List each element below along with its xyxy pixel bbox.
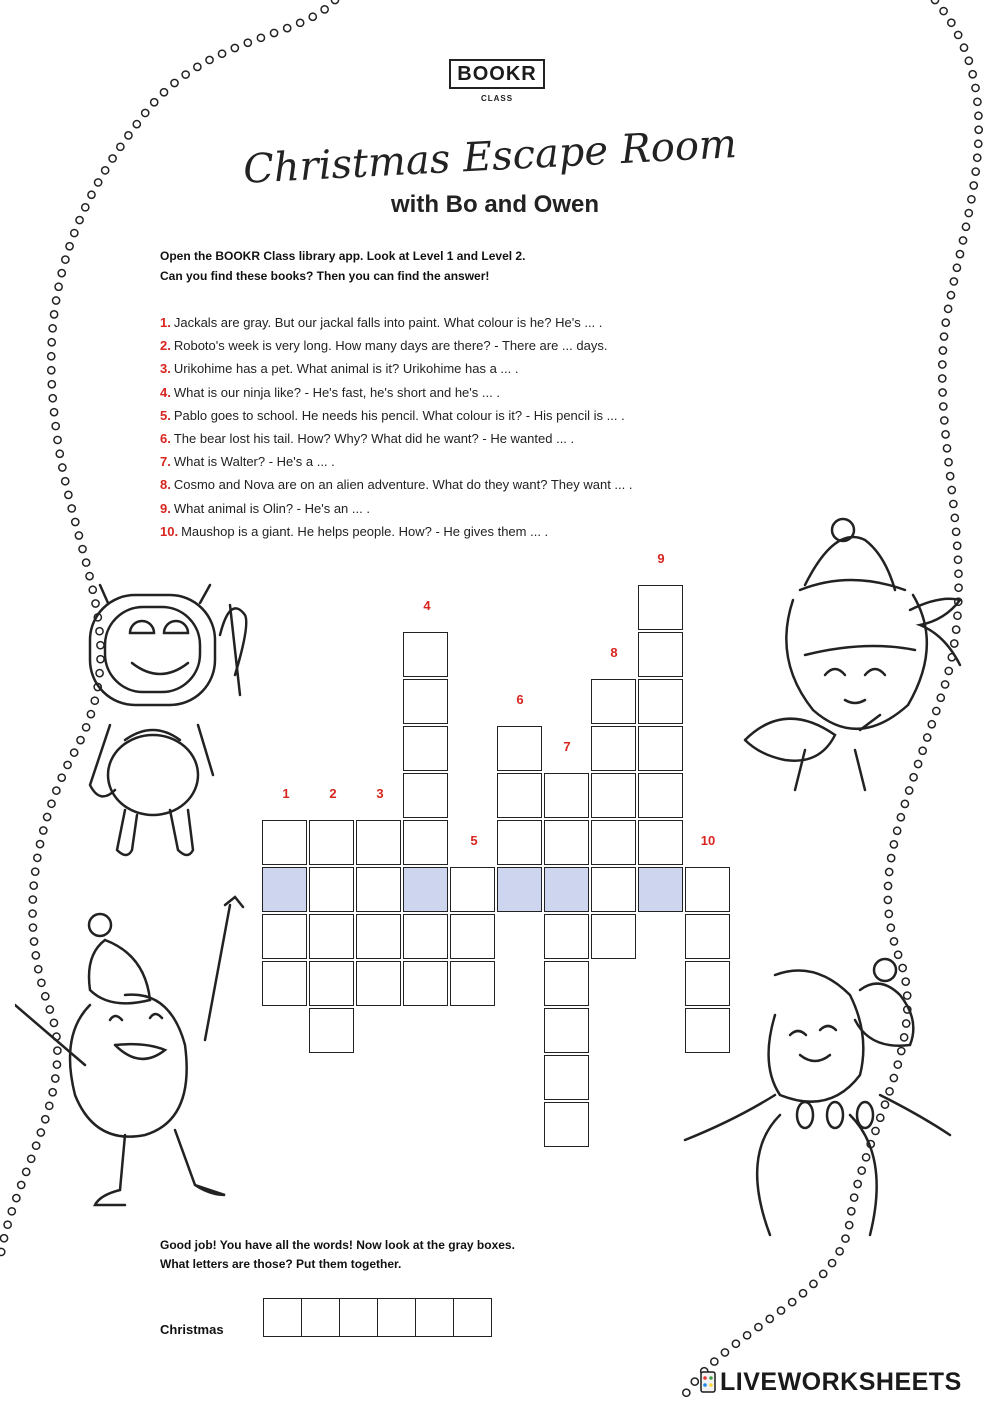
crossword-cell[interactable] [544, 1055, 589, 1100]
clue-number: 4. [160, 384, 171, 400]
crossword-cell[interactable] [685, 867, 730, 912]
crossword-cell[interactable] [591, 679, 636, 724]
liveworksheets-logo-icon [700, 1370, 716, 1394]
crossword-cell[interactable] [309, 961, 354, 1006]
answer-label: Christmas [160, 1322, 224, 1337]
crossword-cell[interactable] [638, 773, 683, 818]
clue-item [160, 334, 632, 357]
answer-box[interactable] [377, 1298, 416, 1337]
crossword-number: 2 [329, 786, 337, 801]
crossword-cell[interactable] [403, 867, 448, 912]
clue-text: What is Walter? - He's a ... . [173, 454, 335, 470]
clue-text: Roboto's week is very long. How many days are there? - There are ... days. [173, 338, 608, 354]
clue-text: Cosmo and Nova are on an alien adventure. What do they want? They want ... . [173, 477, 633, 493]
crossword-cell[interactable] [262, 820, 307, 865]
clue-item [160, 497, 632, 520]
bookr-logo-subtext: CLASS [480, 94, 514, 103]
crossword-cell[interactable] [309, 914, 354, 959]
crossword-cell[interactable] [685, 914, 730, 959]
crossword-number: 10 [700, 833, 716, 848]
crossword-cell[interactable] [497, 867, 542, 912]
crossword-cell[interactable] [544, 773, 589, 818]
crossword-cell[interactable] [638, 585, 683, 630]
answer-box[interactable] [263, 1298, 302, 1337]
clue-text: Urikohime has a pet. What animal is it? Urikohime has a ... . [173, 361, 519, 377]
liveworksheets-watermark [700, 1368, 962, 1397]
crossword-cell[interactable] [450, 914, 495, 959]
crossword-cell[interactable] [638, 820, 683, 865]
clue-text: Jackals are gray. But our jackal falls into paint. What colour is he? He's ... . [173, 315, 603, 330]
crossword-cell[interactable] [544, 1102, 589, 1147]
crossword-cell[interactable] [544, 867, 589, 912]
answer-boxes [263, 1298, 491, 1337]
crossword-cell[interactable] [403, 914, 448, 959]
crossword-cell[interactable] [403, 961, 448, 1006]
crossword-cell[interactable] [497, 726, 542, 771]
clue-item [160, 450, 632, 473]
clue-text: Pablo goes to school. He needs his pencil. What colour is it? - His pencil is ... . [173, 407, 625, 423]
crossword-cell[interactable] [591, 773, 636, 818]
crossword-cell[interactable] [544, 961, 589, 1006]
answer-box[interactable] [301, 1298, 340, 1337]
clue-text: The bear lost his tail. How? Why? What did he want? - He wanted ... . [173, 431, 575, 447]
crossword-cell[interactable] [544, 914, 589, 959]
crossword-cell[interactable] [403, 679, 448, 724]
footer-line-2: What letters are those? Put them together. [160, 1257, 402, 1271]
crossword-number: 8 [610, 645, 618, 660]
crossword-cell[interactable] [356, 961, 401, 1006]
crossword-number: 4 [423, 598, 431, 613]
crossword-cell[interactable] [403, 632, 448, 677]
intro-line-2: Can you find these books? Then you can find the answer! [160, 269, 490, 283]
bookr-logo: BOOKR [449, 59, 545, 89]
crossword-cell[interactable] [544, 1008, 589, 1053]
clue-number: 6. [160, 431, 171, 447]
liveworksheets-text: LIVEWORKSHEETS [720, 1368, 962, 1396]
clue-text: What animal is Olin? - He's an ... . [173, 500, 370, 516]
clue-number: 5. [160, 407, 171, 423]
pear-character-illustration [15, 895, 265, 1210]
ninja-character-illustration [725, 515, 970, 805]
crossword-cell[interactable] [497, 820, 542, 865]
clue-item [160, 357, 632, 380]
crossword-cell[interactable] [591, 867, 636, 912]
crossword-number: 1 [282, 786, 290, 801]
crossword-cell[interactable] [356, 914, 401, 959]
crossword-cell[interactable] [309, 820, 354, 865]
clue-number: 9. [160, 500, 171, 516]
page-subtitle: with Bo and Owen [391, 191, 599, 218]
crossword-number: 5 [470, 833, 478, 848]
crossword-number: 7 [563, 739, 571, 754]
crossword-number: 6 [516, 692, 524, 707]
clue-text: Maushop is a giant. He helps people. How? - He gives them ... . [181, 523, 549, 539]
robot-character-illustration [70, 575, 260, 865]
crossword-cell[interactable] [356, 820, 401, 865]
clue-text: What is our ninja like? - He's fast, he's short and he's ... . [173, 384, 500, 400]
clue-item [160, 520, 632, 543]
crossword-cell[interactable] [309, 867, 354, 912]
crossword-cell[interactable] [403, 726, 448, 771]
crossword-cell[interactable] [262, 867, 307, 912]
crossword-cell[interactable] [309, 1008, 354, 1053]
crossword-cell[interactable] [591, 914, 636, 959]
crossword-cell[interactable] [591, 726, 636, 771]
crossword-cell[interactable] [403, 820, 448, 865]
answer-box[interactable] [339, 1298, 378, 1337]
clue-number: 7. [160, 454, 171, 470]
crossword-cell[interactable] [356, 867, 401, 912]
clue-number: 10. [160, 523, 179, 539]
crossword-number: 9 [657, 551, 665, 566]
crossword-cell[interactable] [262, 914, 307, 959]
crossword-cell[interactable] [450, 867, 495, 912]
clue-number: 8. [160, 477, 171, 493]
clue-number: 1. [160, 315, 171, 330]
crossword-cell[interactable] [638, 867, 683, 912]
crossword-cell[interactable] [544, 820, 589, 865]
crossword-number: 3 [376, 786, 384, 801]
clue-item [160, 381, 632, 404]
page-title: Christmas Escape Room [242, 121, 738, 193]
crossword-cell[interactable] [262, 961, 307, 1006]
answer-box[interactable] [415, 1298, 454, 1337]
clue-number: 2. [160, 338, 171, 354]
crossword-cell[interactable] [403, 773, 448, 818]
clue-number: 3. [160, 361, 171, 377]
clue-item [160, 311, 632, 334]
crossword-cell[interactable] [638, 726, 683, 771]
clue-list [160, 311, 632, 543]
footer-line-1: Good job! You have all the words! Now look at the gray boxes. [160, 1238, 515, 1252]
clue-item [160, 473, 632, 496]
crossword-cell[interactable] [638, 679, 683, 724]
crossword-cell[interactable] [450, 961, 495, 1006]
elf-character-illustration [680, 955, 960, 1255]
crossword-cell[interactable] [497, 773, 542, 818]
crossword-cell[interactable] [638, 632, 683, 677]
clue-item [160, 404, 632, 427]
intro-line-1: Open the BOOKR Class library app. Look at Level 1 and Level 2. [160, 249, 526, 263]
crossword-cell[interactable] [591, 820, 636, 865]
clue-item [160, 427, 632, 450]
answer-box[interactable] [453, 1298, 492, 1337]
